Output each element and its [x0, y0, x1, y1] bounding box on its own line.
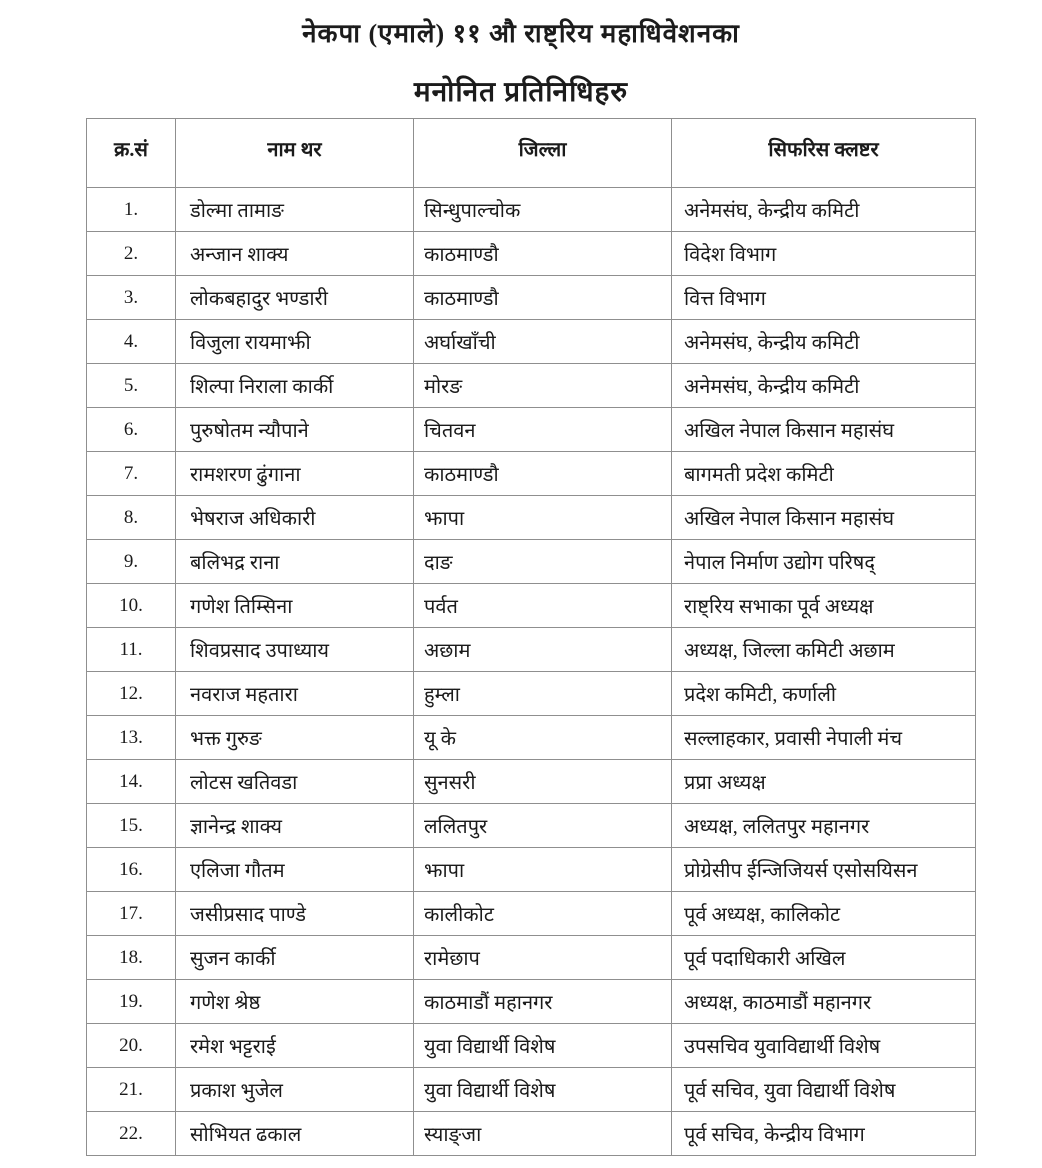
name-cell: शिवप्रसाद उपाध्याय [176, 628, 414, 672]
cluster-cell: अनेमसंघ, केन्द्रीय कमिटी [672, 320, 976, 364]
cluster-cell: राष्ट्रिय सभाका पूर्व अध्यक्ष [672, 584, 976, 628]
name-cell: रामशरण ढुंगाना [176, 452, 414, 496]
district-cell: युवा विद्यार्थी विशेष [414, 1024, 672, 1068]
header-district: जिल्ला [414, 119, 672, 188]
table-row [87, 716, 976, 760]
delegates-table [86, 118, 976, 1156]
district-cell: मोरङ [414, 364, 672, 408]
table-row [87, 980, 976, 1024]
name-cell: ज्ञानेन्द्र शाक्य [176, 804, 414, 848]
table-row [87, 892, 976, 936]
table-row [87, 760, 976, 804]
table-row [87, 496, 976, 540]
name-cell: पुरुषोतम न्यौपाने [176, 408, 414, 452]
district-cell: यू के [414, 716, 672, 760]
cluster-cell: पूर्व पदाधिकारी अखिल [672, 936, 976, 980]
serial-number-cell: 17. [87, 892, 176, 936]
district-cell: झापा [414, 496, 672, 540]
cluster-cell: अनेमसंघ, केन्द्रीय कमिटी [672, 188, 976, 232]
cluster-cell: अखिल नेपाल किसान महासंघ [672, 496, 976, 540]
district-cell: काठमाण्डौ [414, 276, 672, 320]
cluster-cell: अनेमसंघ, केन्द्रीय कमिटी [672, 364, 976, 408]
serial-number-cell: 20. [87, 1024, 176, 1068]
district-cell: काठमाण्डौ [414, 452, 672, 496]
district-cell: हुम्ला [414, 672, 672, 716]
name-cell: डोल्मा तामाङ [176, 188, 414, 232]
district-cell: सिन्धुपाल्चोक [414, 188, 672, 232]
cluster-cell: पूर्व सचिव, युवा विद्यार्थी विशेष [672, 1068, 976, 1112]
cluster-cell: उपसचिव युवाविद्यार्थी विशेष [672, 1024, 976, 1068]
cluster-cell: विदेश विभाग [672, 232, 976, 276]
serial-number-cell: 15. [87, 804, 176, 848]
name-cell: लोकबहादुर भण्डारी [176, 276, 414, 320]
document-header [0, 0, 1042, 110]
header-serial-number: क्र.सं [87, 119, 176, 188]
serial-number-cell: 7. [87, 452, 176, 496]
table-row [87, 540, 976, 584]
cluster-cell: अध्यक्ष, काठमाडौं महानगर [672, 980, 976, 1024]
district-cell: अर्घाखाँची [414, 320, 672, 364]
table-row [87, 1024, 976, 1068]
serial-number-cell: 16. [87, 848, 176, 892]
name-cell: गणेश श्रेष्ठ [176, 980, 414, 1024]
name-cell: शिल्पा निराला कार्की [176, 364, 414, 408]
district-cell: पर्वत [414, 584, 672, 628]
name-cell: विजुला रायमाझी [176, 320, 414, 364]
name-cell: लोटस खतिवडा [176, 760, 414, 804]
table-row [87, 584, 976, 628]
serial-number-cell: 8. [87, 496, 176, 540]
serial-number-cell: 11. [87, 628, 176, 672]
name-cell: भक्त गुरुङ [176, 716, 414, 760]
name-cell: सुजन कार्की [176, 936, 414, 980]
name-cell: प्रकाश भुजेल [176, 1068, 414, 1112]
serial-number-cell: 3. [87, 276, 176, 320]
page-title: नेकपा (एमाले) ११ औ राष्ट्रिय महाधिवेशनका [302, 19, 740, 48]
table-row [87, 672, 976, 716]
name-cell: जसीप्रसाद पाण्डे [176, 892, 414, 936]
cluster-cell: बागमती प्रदेश कमिटी [672, 452, 976, 496]
table-row [87, 848, 976, 892]
serial-number-cell: 4. [87, 320, 176, 364]
header-recommended-cluster: सिफरिस क्लष्टर [672, 119, 976, 188]
table-row [87, 452, 976, 496]
table-row [87, 232, 976, 276]
serial-number-cell: 9. [87, 540, 176, 584]
serial-number-cell: 10. [87, 584, 176, 628]
table-row [87, 364, 976, 408]
cluster-cell: पूर्व सचिव, केन्द्रीय विभाग [672, 1112, 976, 1156]
cluster-cell: वित्त विभाग [672, 276, 976, 320]
cluster-cell: नेपाल निर्माण उद्योग परिषद् [672, 540, 976, 584]
table-row [87, 1068, 976, 1112]
name-cell: अन्जान शाक्य [176, 232, 414, 276]
name-cell: रमेश भट्टराई [176, 1024, 414, 1068]
name-cell: भेषराज अधिकारी [176, 496, 414, 540]
table-row [87, 1112, 976, 1156]
table-row [87, 188, 976, 232]
name-cell: नवराज महतारा [176, 672, 414, 716]
name-cell: गणेश तिम्सिना [176, 584, 414, 628]
serial-number-cell: 22. [87, 1112, 176, 1156]
table-row [87, 628, 976, 672]
cluster-cell: प्रोग्रेसीप ईन्जिजियर्स एसोसयिसन [672, 848, 976, 892]
serial-number-cell: 6. [87, 408, 176, 452]
name-cell: बलिभद्र राना [176, 540, 414, 584]
name-cell: एलिजा गौतम [176, 848, 414, 892]
district-cell: सुनसरी [414, 760, 672, 804]
district-cell: काठमाण्डौ [414, 232, 672, 276]
serial-number-cell: 21. [87, 1068, 176, 1112]
table-body [87, 188, 976, 1156]
cluster-cell: अध्यक्ष, जिल्ला कमिटी अछाम [672, 628, 976, 672]
table-row [87, 804, 976, 848]
header-name: नाम थर [176, 119, 414, 188]
district-cell: रामेछाप [414, 936, 672, 980]
cluster-cell: अखिल नेपाल किसान महासंघ [672, 408, 976, 452]
cluster-cell: अध्यक्ष, ललितपुर महानगर [672, 804, 976, 848]
serial-number-cell: 14. [87, 760, 176, 804]
district-cell: कालीकोट [414, 892, 672, 936]
serial-number-cell: 13. [87, 716, 176, 760]
district-cell: चितवन [414, 408, 672, 452]
table-header-row [87, 119, 976, 188]
serial-number-cell: 1. [87, 188, 176, 232]
cluster-cell: पूर्व अध्यक्ष, कालिकोट [672, 892, 976, 936]
table-row [87, 936, 976, 980]
name-cell: सोभियत ढकाल [176, 1112, 414, 1156]
table-row [87, 408, 976, 452]
serial-number-cell: 2. [87, 232, 176, 276]
district-cell: दाङ [414, 540, 672, 584]
table-row [87, 276, 976, 320]
district-cell: ललितपुर [414, 804, 672, 848]
district-cell: स्याङ्जा [414, 1112, 672, 1156]
cluster-cell: प्रदेश कमिटी, कर्णाली [672, 672, 976, 716]
district-cell: युवा विद्यार्थी विशेष [414, 1068, 672, 1112]
page-subtitle: मनोनित प्रतिनिधिहरु [413, 77, 629, 108]
cluster-cell: प्रप्रा अध्यक्ष [672, 760, 976, 804]
district-cell: अछाम [414, 628, 672, 672]
table-row [87, 320, 976, 364]
serial-number-cell: 18. [87, 936, 176, 980]
district-cell: काठमाडौं महानगर [414, 980, 672, 1024]
cluster-cell: सल्लाहकार, प्रवासी नेपाली मंच [672, 716, 976, 760]
district-cell: झापा [414, 848, 672, 892]
serial-number-cell: 5. [87, 364, 176, 408]
serial-number-cell: 12. [87, 672, 176, 716]
serial-number-cell: 19. [87, 980, 176, 1024]
